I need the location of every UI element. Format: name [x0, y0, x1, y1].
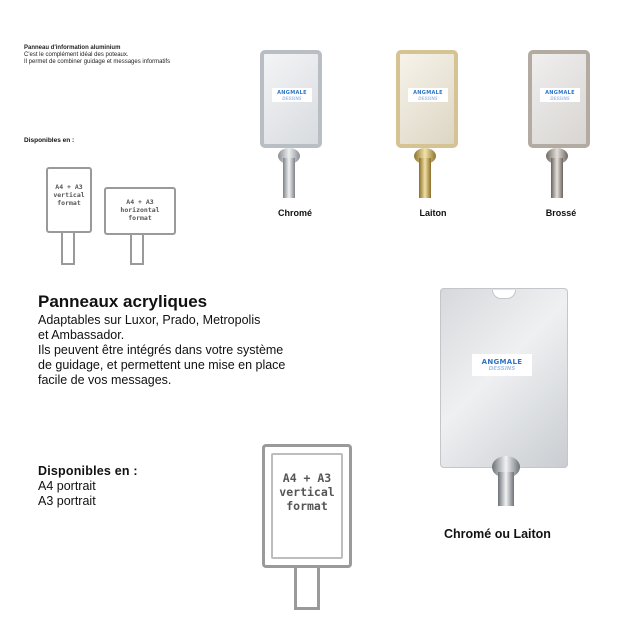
sign-line: format	[57, 199, 81, 207]
intro-line-1: C'est le complément idéal des poteaux.	[24, 52, 129, 58]
intro-line-2: Il permet de combiner guidage et messages informatifs	[24, 59, 171, 65]
large-vertical-sign	[262, 444, 352, 568]
small-availability-title: Disponibles en :	[24, 137, 75, 144]
product-chrome	[258, 48, 328, 208]
acrylic-heading: Panneaux acryliques	[38, 292, 208, 311]
small-horizontal-sign-text	[106, 198, 174, 222]
sign-line: horizontal	[120, 206, 160, 214]
logo-line-2: DESSINS	[282, 95, 302, 101]
post-brushed	[551, 158, 563, 198]
acrylic-description: Adaptables sur Luxor, Prado, Metropolis et Ambassador. Ils peuvent être intégrés dans votre système de guidage, et permettent une mise en place facile de vos messages.	[38, 313, 286, 387]
availability-item: A3 portrait	[38, 494, 96, 508]
availability-item: A4 portrait	[38, 479, 96, 493]
sign-line: vertical	[279, 485, 335, 499]
logo-line-2: DESSINS	[418, 95, 438, 101]
sign-line: format	[128, 214, 152, 222]
post-chrome	[283, 158, 295, 198]
post-brass	[419, 158, 431, 198]
product-label-brushed: Brossé	[545, 208, 577, 218]
small-horizontal-post	[130, 235, 144, 265]
logo	[540, 88, 580, 102]
large-sign-post	[294, 568, 320, 610]
sign-line: vertical	[53, 191, 85, 199]
acrylic-panel	[440, 288, 568, 468]
acrylic-caption: Chromé ou Laiton	[444, 527, 551, 541]
logo-line-2: DESSINS	[488, 366, 516, 372]
small-horizontal-sign	[104, 187, 176, 235]
product-label-brass: Laiton	[419, 208, 447, 218]
logo-line-1: ANGMALE	[545, 89, 575, 96]
logo	[472, 354, 532, 376]
small-vertical-post	[61, 233, 75, 265]
logo-line-1: ANGMALE	[277, 89, 307, 96]
small-vertical-sign-text	[48, 183, 90, 207]
logo	[272, 88, 312, 102]
logo-line-1: ANGMALE	[413, 89, 443, 96]
sign-line: A4 + A3	[282, 471, 332, 485]
product-brushed	[526, 48, 596, 208]
intro-title: Panneau d'information aluminium	[24, 45, 121, 51]
sign-line: format	[286, 499, 328, 513]
logo-line-1: ANGMALE	[481, 358, 523, 366]
acrylic-availability-title: Disponibles en :	[38, 464, 138, 478]
sign-line: A4 + A3	[55, 183, 83, 191]
acrylic-post	[498, 472, 514, 506]
logo-line-2: DESSINS	[550, 95, 570, 101]
large-sign-inner-border	[271, 453, 343, 559]
sign-line: A4 + A3	[126, 198, 154, 206]
acrylic-availability	[38, 464, 138, 509]
intro-text	[24, 45, 170, 66]
acrylic-product	[440, 288, 576, 508]
logo	[408, 88, 448, 102]
product-label-chrome: Chromé	[277, 208, 312, 218]
product-brass	[394, 48, 464, 208]
small-vertical-sign	[46, 167, 92, 233]
